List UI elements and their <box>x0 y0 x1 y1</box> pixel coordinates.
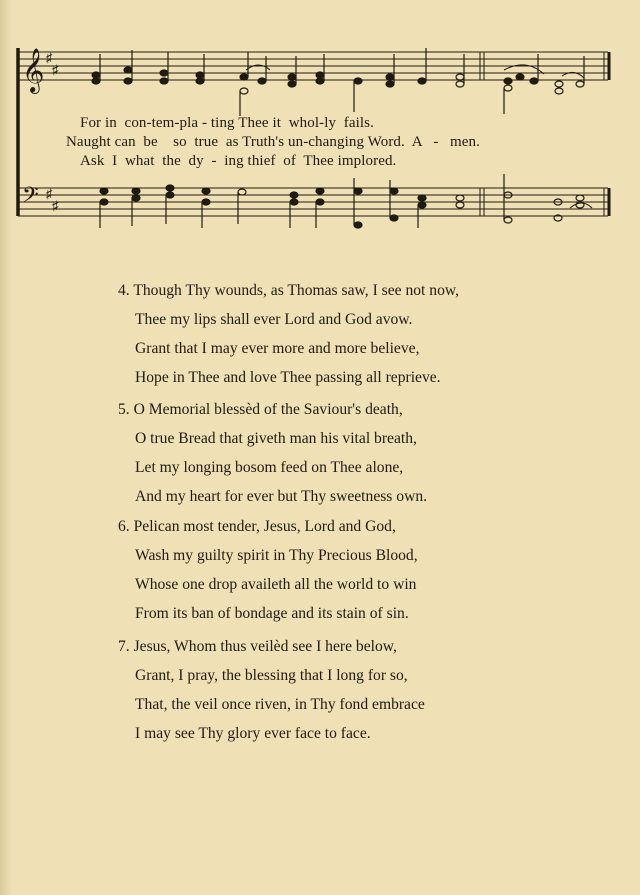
verse-line: Wash my guilty spirit in Thy Precious Blood, <box>135 547 418 564</box>
verse-6 <box>118 512 418 628</box>
verse-5 <box>118 395 427 511</box>
svg-text:♯: ♯ <box>52 62 59 77</box>
verse-line: Thee my lips shall ever Lord and God avow. <box>135 311 413 328</box>
verse-line: Jesus, Whom thus veilèd see I here below, <box>133 638 397 655</box>
verse-number: 7. <box>118 638 130 655</box>
verse-line: And my heart for ever but Thy sweetness own. <box>135 488 428 505</box>
lyric-line-2: Naught can be so true as Truth's un-changing Word. A - men. <box>66 134 481 150</box>
page-edge-shadow <box>0 0 12 895</box>
verse-line: From its ban of bondage and its stain of sin. <box>135 605 409 622</box>
svg-text:♯: ♯ <box>46 186 53 201</box>
svg-text:𝄞: 𝄞 <box>22 48 45 92</box>
verse-line: That, the veil once riven, in Thy fond embrace <box>135 696 425 713</box>
verse-line: O true Bread that giveth man his vital breath, <box>135 430 417 447</box>
svg-text:♯: ♯ <box>52 198 59 213</box>
svg-text:𝄢: 𝄢 <box>22 183 39 213</box>
verse-line: Hope in Thee and love Thee passing all reprieve. <box>135 369 441 386</box>
verse-7 <box>118 632 425 748</box>
verse-number: 6. <box>118 518 130 535</box>
svg-text:♯: ♯ <box>46 50 53 65</box>
verse-line: Grant, I pray, the blessing that I long for so, <box>135 667 408 684</box>
verse-number: 4. <box>118 282 130 299</box>
verse-line: Grant that I may ever more and more believe, <box>135 340 420 357</box>
verse-4 <box>118 276 459 392</box>
verse-line: Pelican most tender, Jesus, Lord and God, <box>133 518 396 535</box>
music-score <box>14 40 614 230</box>
verse-line: Though Thy wounds, as Thomas saw, I see not now, <box>133 282 460 299</box>
lyric-line-1: For in con-tem-pla - ting Thee it whol-ly fails. <box>80 115 374 131</box>
verse-line: Whose one drop availeth all the world to win <box>135 576 417 593</box>
verse-line: I may see Thy glory ever face to face. <box>135 725 371 742</box>
verse-line: Let my longing bosom feed on Thee alone, <box>135 459 404 476</box>
verse-number: 5. <box>118 401 130 418</box>
lyric-line-3: Ask I what the dy - ing thief of Thee implored. <box>80 153 397 169</box>
verse-line: O Memorial blessèd of the Saviour's death, <box>133 401 403 418</box>
